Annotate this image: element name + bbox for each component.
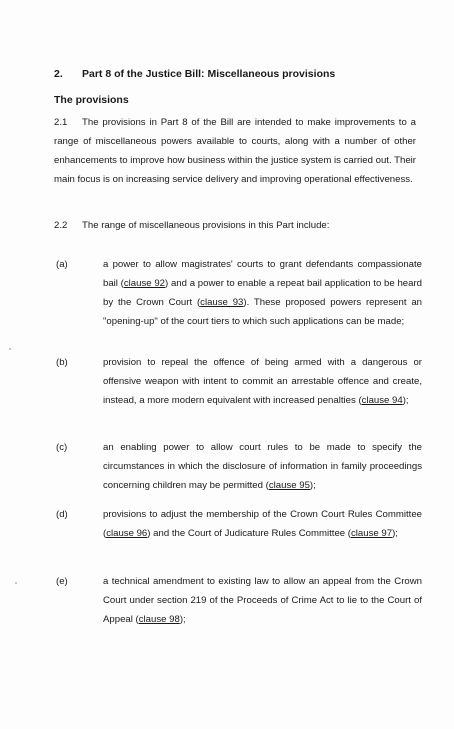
clause-reference: clause 98 [138, 614, 180, 625]
item-text-part: an enabling power to allow court rules to be made to specify the circumstances in which the disclosure of information in family proceedings concerning children may be permitted ( [103, 442, 422, 491]
item-text-part: ); [392, 528, 398, 539]
item-text-part: provision to repeal the offence of being armed with a dangerous or offensive weapon with intent to commit an arrestable offence and create, instead, a more modern equivalent with increased penalties ( [103, 357, 422, 406]
section-number: 2. [54, 68, 63, 80]
item-text [103, 255, 422, 331]
clause-reference: clause 92 [123, 278, 166, 289]
clause-reference: clause 96 [106, 528, 148, 539]
clause-reference: clause 93 [200, 297, 244, 308]
item-text [103, 572, 422, 629]
item-marker: (c) [56, 442, 68, 453]
paragraph-number: 2.2 [54, 220, 68, 231]
clause-reference: clause 94 [361, 395, 403, 406]
paragraph-2-1 [54, 113, 416, 189]
item-text-part: ); [309, 480, 316, 491]
scan-speck [9, 348, 11, 350]
paragraph-text: The provisions in Part 8 of the Bill are intended to make improvements to a range of miscellaneous powers available to courts, along with a number of other enhancements to improve how business within the justice system is carried out. Their main focus is on increasing service delivery and improving operational effectiveness. [54, 117, 416, 185]
subheading: The provisions [54, 94, 129, 106]
item-text-part: ); [179, 614, 186, 625]
item-text-part: a power to allow magistrates' courts to grant defendants compassionate bail ( [103, 259, 422, 289]
section-heading [54, 68, 335, 80]
item-text-part: a technical amendment to existing law to allow an appeal from the Crown Court under section 219 of the Proceeds of Crime Act to lie to the Court of Appeal ( [103, 576, 422, 625]
paragraph-2-2 [54, 216, 424, 235]
item-marker: (d) [56, 509, 68, 520]
scan-speck [15, 582, 17, 584]
paragraph-text: The range of miscellaneous provisions in this Part include: [82, 220, 330, 231]
paragraph-number: 2.1 [54, 117, 68, 128]
item-text [103, 505, 422, 543]
item-text [103, 353, 422, 410]
clause-reference: clause 97 [350, 528, 393, 539]
section-title: Part 8 of the Justice Bill: Miscellaneous provisions [82, 68, 336, 80]
item-text-part: provisions to adjust the membership of the Crown Court Rules Committee ( [103, 509, 422, 539]
item-text-part: ) and the Court of Judicature Rules Committee ( [147, 528, 351, 539]
item-marker: (e) [56, 576, 68, 587]
clause-reference: clause 95 [268, 480, 310, 491]
item-text-part: ); [402, 395, 409, 406]
item-text-part: ). These proposed powers represent an "opening-up" of the court tiers to which such applications can be made; [103, 297, 422, 327]
item-text [103, 438, 422, 495]
item-text-part: ) and a power to enable a repeat bail application to be heard by the Crown Court ( [103, 278, 422, 308]
item-marker: (b) [56, 357, 68, 368]
item-marker: (a) [56, 259, 68, 270]
